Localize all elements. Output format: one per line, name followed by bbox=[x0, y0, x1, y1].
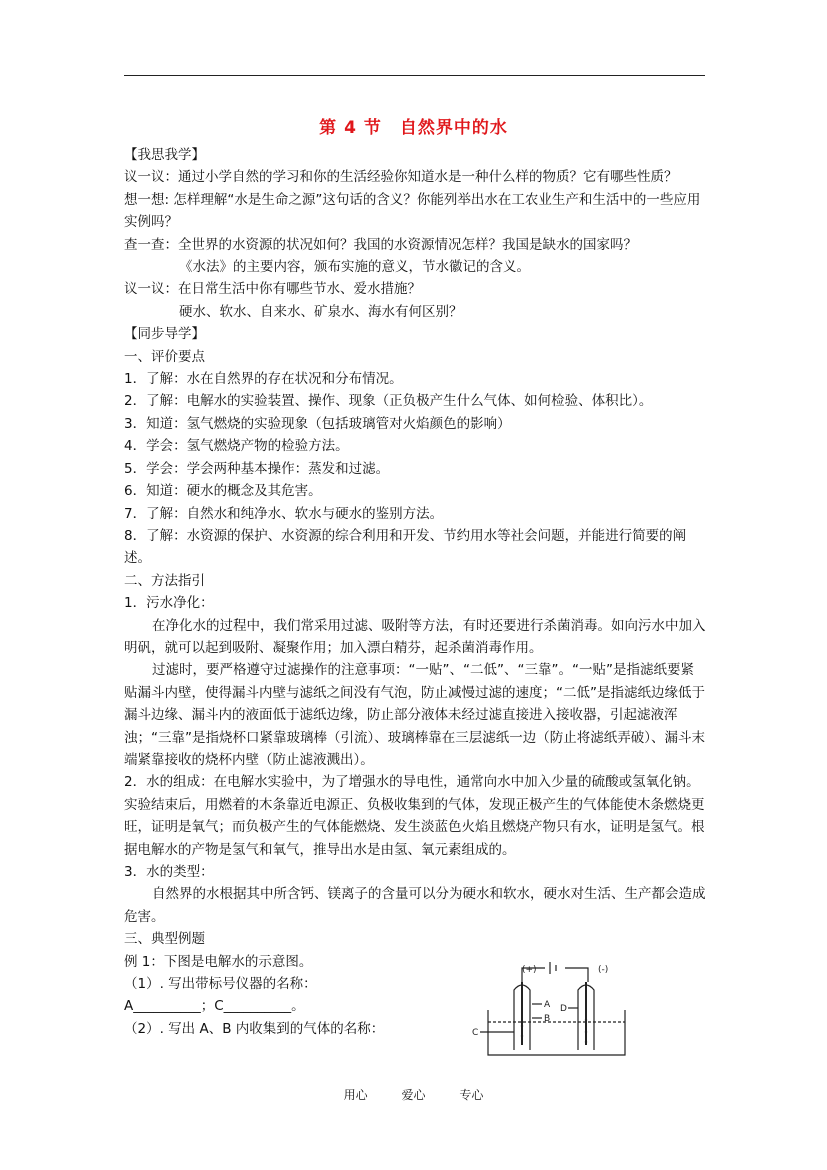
question-discuss-2: 议一议：在日常生活中你有哪些节水、爱水措施？ bbox=[124, 281, 421, 298]
section-heading-think: 【我思我学】 bbox=[124, 147, 205, 163]
part2-heading: 二、方法指引 bbox=[124, 572, 205, 589]
footer-text: 爱心 bbox=[401, 1088, 426, 1102]
part1-heading: 一、评价要点 bbox=[124, 348, 205, 365]
example1-question1: （1）. 写出带标号仪器的名称： bbox=[124, 976, 317, 993]
diagram-label-minus: (-) bbox=[598, 965, 609, 975]
question-discuss-1: 议一议：通过小学自然的学习和你的生活经验你知道水是一种什么样的物质？它有哪些性质？ bbox=[124, 169, 678, 186]
method1-heading: 1．污水净化： bbox=[124, 595, 214, 612]
part3-heading: 三、典型例题 bbox=[124, 931, 205, 948]
method1-paragraph-2: 过滤时，要严格遵守过滤操作的注意事项：“一贴”、“二低”、“三靠”。“一贴”是指滤纸要紧贴漏斗内壁，使得漏斗内壁与滤纸之间没有气泡，防止减慢过滤的速度；“二低”是指滤纸边缘低于漏斗边缘、漏斗内的液面低于滤纸边缘，防止部分液体未经过滤直接进入接收器，引起滤液浑浊；“三靠”是指烧杯口紧靠玻璃棒（引流）、玻璃棒靠在三层滤纸一边（防止将滤纸弄破）、漏斗末端紧靠接收的烧杯内壁（防止滤液溅出）。 bbox=[124, 662, 705, 768]
example1-intro: 例 1：下图是电解水的示意图。 bbox=[124, 953, 313, 970]
question-research-cont: 《水法》的主要内容，颁布实施的意义，节水徽记的含义。 bbox=[179, 259, 530, 276]
diagram-label-a: A bbox=[544, 1000, 551, 1010]
electrolysis-diagram bbox=[470, 960, 635, 1060]
question-think: 想一想: 怎样理解“水是生命之源”这句话的含义？你能列举出水在工农业生产和生活中的一些应用实例吗？ bbox=[124, 191, 701, 231]
footer-text: 用心 bbox=[343, 1088, 368, 1102]
section-heading-guide: 【同步导学】 bbox=[124, 326, 205, 343]
footer-text: 专心 bbox=[459, 1088, 484, 1102]
example1-blanks: A__________；C__________。 bbox=[124, 998, 305, 1015]
point-item: 7．了解：自然水和纯净水、软水与硬水的鉴别方法。 bbox=[124, 505, 444, 522]
point-item: 3．知道：氢气燃烧的实验现象（包括玻璃管对火焰颜色的影响） bbox=[124, 415, 511, 432]
question-research: 查一查：全世界的水资源的状况如何？我国的水资源情况怎样？我国是缺水的国家吗？ bbox=[124, 236, 637, 253]
page-footer bbox=[0, 1086, 827, 1103]
method2-paragraph: 2．水的组成：在电解水实验中，为了增强水的导电性，通常向水中加入少量的硫酸或氢氧化钠。实验结束后，用燃着的木条靠近电源正、负极收集到的气体，发现正极产生的气体能使木条燃烧更旺，证明是氧气；而负极产生的气体能燃烧、发生淡蓝色火焰且燃烧产物只有水，证明是氢气。根据电解水的产物是氢气和氧气，推导出水是由氢、氧元素组成的。 bbox=[124, 774, 705, 858]
point-item: 1．了解：水在自然界的存在状况和分布情况。 bbox=[124, 371, 403, 388]
point-item: 5．学会：学会两种基本操作：蒸发和过滤。 bbox=[124, 460, 390, 477]
method1-paragraph-1: 在净化水的过程中，我们常采用过滤、吸附等方法，有时还要进行杀菌消毒。如向污水中加入明矾，就可以起到吸附、凝聚作用；加入漂白精芬，起杀菌消毒作用。 bbox=[124, 617, 706, 656]
diagram-label-b: B bbox=[544, 1014, 551, 1024]
method3-heading: 3．水的类型： bbox=[124, 864, 214, 880]
point-item: 2．了解：电解水的实验装置、操作、现象（正负极产生什么气体、如何检验、体积比）。 bbox=[124, 393, 653, 410]
method3-paragraph: 自然界的水根据其中所含钙、镁离子的含量可以分为硬水和软水，硬水对生活、生产都会造成危害。 bbox=[124, 886, 706, 925]
question-discuss-2-cont: 硬水、软水、自来水、矿泉水、海水有何区别？ bbox=[179, 303, 463, 320]
page-title: 第 4 节 自然界中的水 bbox=[319, 118, 508, 138]
point-item: 4．学会：氢气燃烧产物的检验方法。 bbox=[124, 438, 349, 455]
diagram-label-plus: (+) bbox=[522, 965, 537, 975]
diagram-label-c: C bbox=[472, 1028, 479, 1038]
point-item: 8．了解：水资源的保护、水资源的综合利用和开发、节约用水等社会问题，并能进行简要的阐述。 bbox=[124, 527, 687, 567]
example1-question2: （2）. 写出 A、B 内收集到的气体的名称： bbox=[124, 1020, 385, 1037]
document-body bbox=[124, 144, 707, 1040]
header-rule bbox=[124, 75, 705, 76]
diagram-label-d: D bbox=[560, 1004, 567, 1014]
point-item: 6．知道：硬水的概念及其危害。 bbox=[124, 483, 322, 500]
